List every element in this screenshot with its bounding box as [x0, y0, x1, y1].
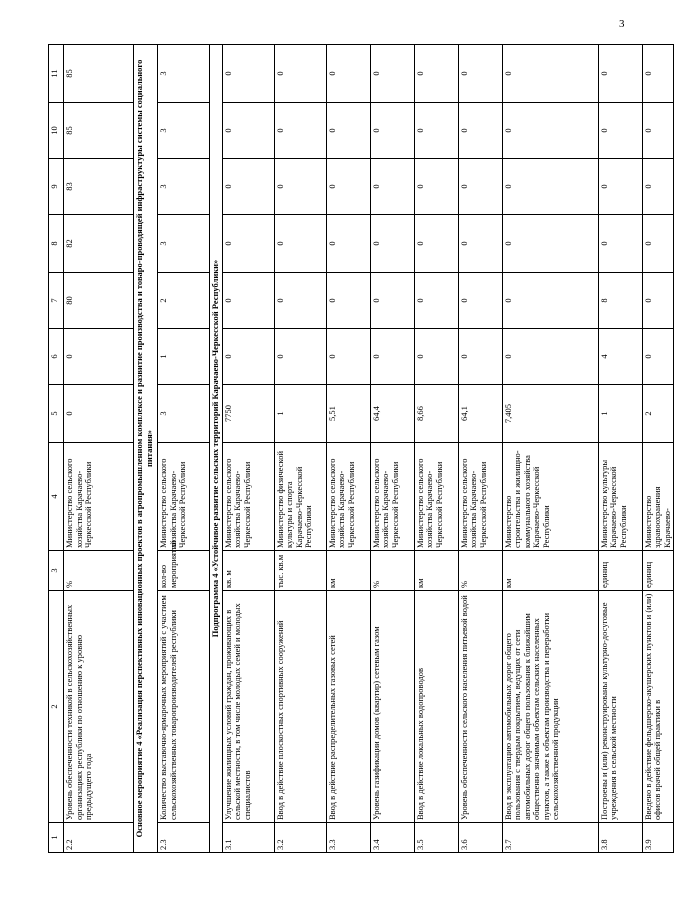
col-header: 11 — [49, 45, 64, 103]
page-number: 3 — [619, 18, 625, 30]
value-cell: 4 — [598, 329, 642, 385]
value-cell: 0 — [414, 45, 458, 103]
value-cell: 0 — [458, 329, 502, 385]
value-cell: 0 — [222, 215, 274, 273]
value-cell: 0 — [414, 103, 458, 159]
executor: Министерство сельского хозяйства Карачаево-Черкесской Республики — [458, 443, 502, 551]
row-number: 3.9 — [642, 823, 674, 853]
indicator-name: Уровень обеспеченности сельского населения питьевой водой — [458, 591, 502, 823]
value-cell: 0 — [642, 159, 674, 215]
indicator-name: Введено в действие фельдшерско-акушерских пунктов и (или) офисов врачей общей практики в — [642, 591, 674, 823]
row-number: 3.4 — [370, 823, 414, 853]
value-cell: 85 — [64, 103, 134, 159]
value-cell: 0 — [326, 159, 370, 215]
table-row — [642, 45, 674, 853]
value-cell: 2 — [158, 273, 210, 329]
value-cell: 1 — [158, 329, 210, 385]
indicators-table — [48, 44, 674, 853]
value-cell: 0 — [274, 215, 326, 273]
value-cell: 82 — [64, 215, 134, 273]
value-cell: 0 — [642, 273, 674, 329]
value-cell: 7,405 — [502, 385, 598, 443]
value-cell: 0 — [502, 103, 598, 159]
table-row — [598, 45, 642, 853]
unit: км — [414, 551, 458, 591]
value-cell: 80 — [64, 273, 134, 329]
value-cell: 3 — [158, 103, 210, 159]
section-heading-row — [210, 45, 223, 853]
value-cell: 0 — [642, 103, 674, 159]
value-cell: 0 — [458, 45, 502, 103]
value-cell: 83 — [64, 159, 134, 215]
value-cell: 0 — [502, 45, 598, 103]
indicator-name: Ввод в эксплуатацию автомобильных дорог общего пользования с твердым покрытием, ведущих от сети автомобильных дорог общего пользования к ближайшим общественно значимым объектам сельских населенных пунктов, а также к объектам производства и переработки сельскохозяйственной продукции — [502, 591, 598, 823]
unit: кв. м — [222, 551, 274, 591]
indicator-name: Ввод в действие распределительных газовых сетей — [326, 591, 370, 823]
value-cell: 0 — [222, 273, 274, 329]
unit: единиц — [642, 551, 674, 591]
value-cell: 7750 — [222, 385, 274, 443]
executor: Министерство сельского хозяйства Карачаево-Черкесской Республики — [222, 443, 274, 551]
value-cell: 0 — [502, 159, 598, 215]
section-heading: Основное мероприятие 4 «Реализация перспективных инновационных проектов в агропромышленном комплексе и развитие производства и товаро-проводящей инфраструктуры системы социального питания» — [134, 45, 158, 853]
value-cell: 0 — [326, 329, 370, 385]
value-cell: 0 — [598, 159, 642, 215]
value-cell: 0 — [598, 45, 642, 103]
row-number: 3.2 — [274, 823, 326, 853]
value-cell: 0 — [222, 329, 274, 385]
value-cell: 3 — [158, 159, 210, 215]
executor: Министерство сельского хозяйства Карачаево-Черкесской Республики — [414, 443, 458, 551]
table-row — [502, 45, 598, 853]
table-row — [326, 45, 370, 853]
unit: км — [326, 551, 370, 591]
value-cell: 3 — [158, 45, 210, 103]
value-cell: 0 — [458, 159, 502, 215]
row-number: 3.1 — [222, 823, 274, 853]
header-row — [49, 45, 64, 853]
value-cell: 0 — [64, 329, 134, 385]
col-header: 10 — [49, 103, 64, 159]
value-cell: 0 — [598, 103, 642, 159]
value-cell: 0 — [502, 273, 598, 329]
value-cell: 0 — [502, 215, 598, 273]
value-cell: 8,66 — [414, 385, 458, 443]
indicator-name: Количество выставочно-ярмарочных мероприятий с участием сельскохозяйственных товаропроизводителей республики — [158, 591, 210, 823]
executor: Министерство физической культуры и спорта Карачаево-Черкесской Республики — [274, 443, 326, 551]
table-row — [222, 45, 274, 853]
row-number: 3.7 — [502, 823, 598, 853]
value-cell: 2 — [642, 385, 674, 443]
indicator-name: Ввод в действие локальных водопроводов — [414, 591, 458, 823]
value-cell: 0 — [370, 103, 414, 159]
value-cell: 0 — [370, 273, 414, 329]
value-cell: 0 — [642, 329, 674, 385]
value-cell: 64,1 — [458, 385, 502, 443]
value-cell: 1 — [274, 385, 326, 443]
row-number: 3.3 — [326, 823, 370, 853]
value-cell: 0 — [458, 215, 502, 273]
value-cell: 0 — [458, 103, 502, 159]
col-header: 6 — [49, 329, 64, 385]
value-cell: 0 — [326, 273, 370, 329]
col-header: 8 — [49, 215, 64, 273]
executor: Министерство сельского хозяйства Карачаево-Черкесской Республики — [370, 443, 414, 551]
unit: км — [502, 551, 598, 591]
unit: единиц — [598, 551, 642, 591]
rotated-document-table — [48, 45, 672, 853]
value-cell: 5,51 — [326, 385, 370, 443]
col-header: 3 — [49, 551, 64, 591]
value-cell: 0 — [274, 103, 326, 159]
table-row — [370, 45, 414, 853]
col-header: 5 — [49, 385, 64, 443]
unit: % — [370, 551, 414, 591]
value-cell: 8 — [598, 273, 642, 329]
indicator-name: Улучшение жилищных условий граждан, проживающих в сельской местности, в том числе молодых семей и молодых специалистов — [222, 591, 274, 823]
value-cell: 0 — [370, 329, 414, 385]
indicator-name: Ввод в действие плоскостных спортивных сооружений — [274, 591, 326, 823]
value-cell: 0 — [222, 103, 274, 159]
executor: Министерство сельского хозяйства Карачаево-Черкесской Республики — [64, 443, 134, 551]
value-cell: 3 — [158, 385, 210, 443]
unit: % — [64, 551, 134, 591]
value-cell: 0 — [370, 159, 414, 215]
value-cell: 1 — [598, 385, 642, 443]
row-number: 3.6 — [458, 823, 502, 853]
col-header: 1 — [49, 823, 64, 853]
value-cell: 0 — [326, 215, 370, 273]
value-cell: 0 — [502, 329, 598, 385]
value-cell: 0 — [274, 159, 326, 215]
row-number: 3.8 — [598, 823, 642, 853]
row-number: 3.5 — [414, 823, 458, 853]
value-cell: 3 — [158, 215, 210, 273]
table-row — [64, 45, 134, 853]
indicator-name: Построены и (или) реконструированы культурно-досуговые учреждения в сельской местности — [598, 591, 642, 823]
value-cell: 0 — [370, 45, 414, 103]
section-heading-row — [134, 45, 158, 853]
section-heading: Подпрограмма 4 «Устойчивое развитие сельских территорий Карачаево-Черкесской Республики» — [210, 45, 223, 853]
value-cell: 0 — [274, 45, 326, 103]
col-header: 2 — [49, 591, 64, 823]
value-cell: 0 — [642, 45, 674, 103]
table-row — [274, 45, 326, 853]
executor: Министерство здравоохранения Карачаево- — [642, 443, 674, 551]
table-row — [158, 45, 210, 853]
col-header: 9 — [49, 159, 64, 215]
value-cell: 85 — [64, 45, 134, 103]
unit: тыс. кв.м — [274, 551, 326, 591]
table-row — [458, 45, 502, 853]
table-row — [414, 45, 458, 853]
executor: Министерство строительства и жилищно-коммунального хозяйства Карачаево-Черкесской Республики — [502, 443, 598, 551]
value-cell: 0 — [458, 273, 502, 329]
value-cell: 0 — [370, 215, 414, 273]
indicator-name: Уровень обеспеченности техникой в сельскохозяйственных организациях республики по отношению к уровню предыдущего года — [64, 591, 134, 823]
executor: Министерство культуры Карачаево-Черкесской Республики — [598, 443, 642, 551]
unit: кол-во мероприятий — [158, 551, 210, 591]
value-cell: 0 — [64, 385, 134, 443]
value-cell: 0 — [326, 45, 370, 103]
unit: % — [458, 551, 502, 591]
value-cell: 0 — [222, 159, 274, 215]
value-cell: 64,4 — [370, 385, 414, 443]
value-cell: 0 — [274, 329, 326, 385]
value-cell: 0 — [414, 159, 458, 215]
value-cell: 0 — [642, 215, 674, 273]
row-number: 2.2 — [64, 823, 134, 853]
value-cell: 0 — [598, 215, 642, 273]
value-cell: 0 — [414, 329, 458, 385]
executor: Министерство сельского хозяйства Карачаево-Черкесской Республики — [158, 443, 210, 551]
value-cell: 0 — [326, 103, 370, 159]
row-number: 2.3 — [158, 823, 210, 853]
col-header: 4 — [49, 443, 64, 551]
indicator-name: Уровень газификации домов (квартир) сетевым газом — [370, 591, 414, 823]
value-cell: 0 — [414, 215, 458, 273]
executor: Министерство сельского хозяйства Карачаево-Черкесской Республики — [326, 443, 370, 551]
value-cell: 0 — [222, 45, 274, 103]
col-header: 7 — [49, 273, 64, 329]
value-cell: 0 — [274, 273, 326, 329]
value-cell: 0 — [414, 273, 458, 329]
